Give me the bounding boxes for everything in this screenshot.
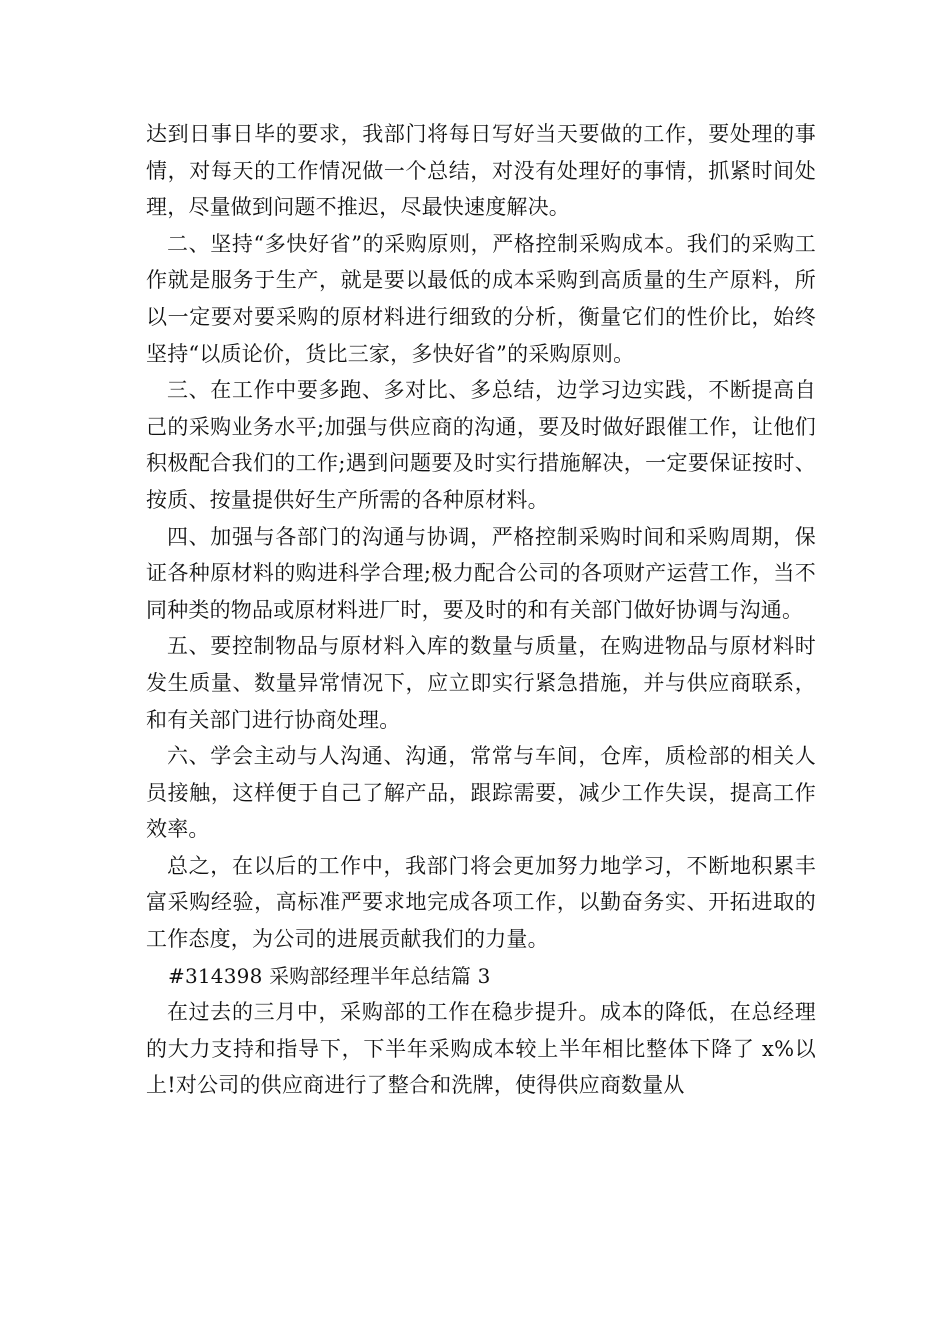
paragraph-item-6: 六、学会主动与人沟通、沟通，常常与车间，仓库，质检部的相关人员接触，这样便于自己了解产品，跟踪需要，减少工作失误，提高工作效率。 [146, 744, 816, 842]
paragraph-item-5: 五、要控制物品与原材料入库的数量与质量，在购进物品与原材料时发生质量、数量异常情况下，应立即实行紧急措施，并与供应商联系，和有关部门进行协商处理。 [146, 634, 816, 732]
paragraph-item-3: 三、在工作中要多跑、多对比、多总结，边学习边实践，不断提高自己的采购业务水平;加强与供应商的沟通，要及时做好跟催工作，让他们积极配合我们的工作;遇到问题要及时实行措施解决，一定要保证按时、按质、按量提供好生产所需的各种原材料。 [146, 378, 816, 512]
document-body [146, 116, 816, 1104]
paragraph-continuation: 达到日事日毕的要求，我部门将每日写好当天要做的工作，要处理的事情，对每天的工作情况做一个总结，对没有处理好的事情，抓紧时间处理，尽量做到问题不推迟，尽最快速度解决。 [146, 122, 816, 220]
paragraph-item-2: 二、坚持“多快好省”的采购原则，严格控制采购成本。我们的采购工作就是服务于生产，就是要以最低的成本采购到高质量的生产原料，所以一定要对要采购的原材料进行细致的分析，衡量它们的性价比，始终坚持“以质论价，货比三家，多快好省”的采购原则。 [146, 231, 816, 366]
paragraph-summary: 总之，在以后的工作中，我部门将会更加努力地学习，不断地积累丰富采购经验，高标准严要求地完成各项工作，以勤奋务实、开拓进取的工作态度，为公司的进展贡献我们的力量。 [146, 853, 816, 952]
section-heading: #314398 采购部经理半年总结篇 3 [168, 963, 491, 988]
paragraph-section-intro: 在过去的三月中，采购部的工作在稳步提升。成本的降低，在总经理的大力支持和指导下，下半年采购成本较上半年相比整体下降了 x%以上!对公司的供应商进行了整合和洗牌，使得供应商数量从 [146, 1000, 816, 1098]
paragraph-item-4: 四、加强与各部门的沟通与协调，严格控制采购时间和采购周期，保证各种原材料的购进科学合理;极力配合公司的各项财产运营工作，当不同种类的物品或原材料进厂时，要及时的和有关部门做好协调与沟通。 [146, 524, 816, 622]
